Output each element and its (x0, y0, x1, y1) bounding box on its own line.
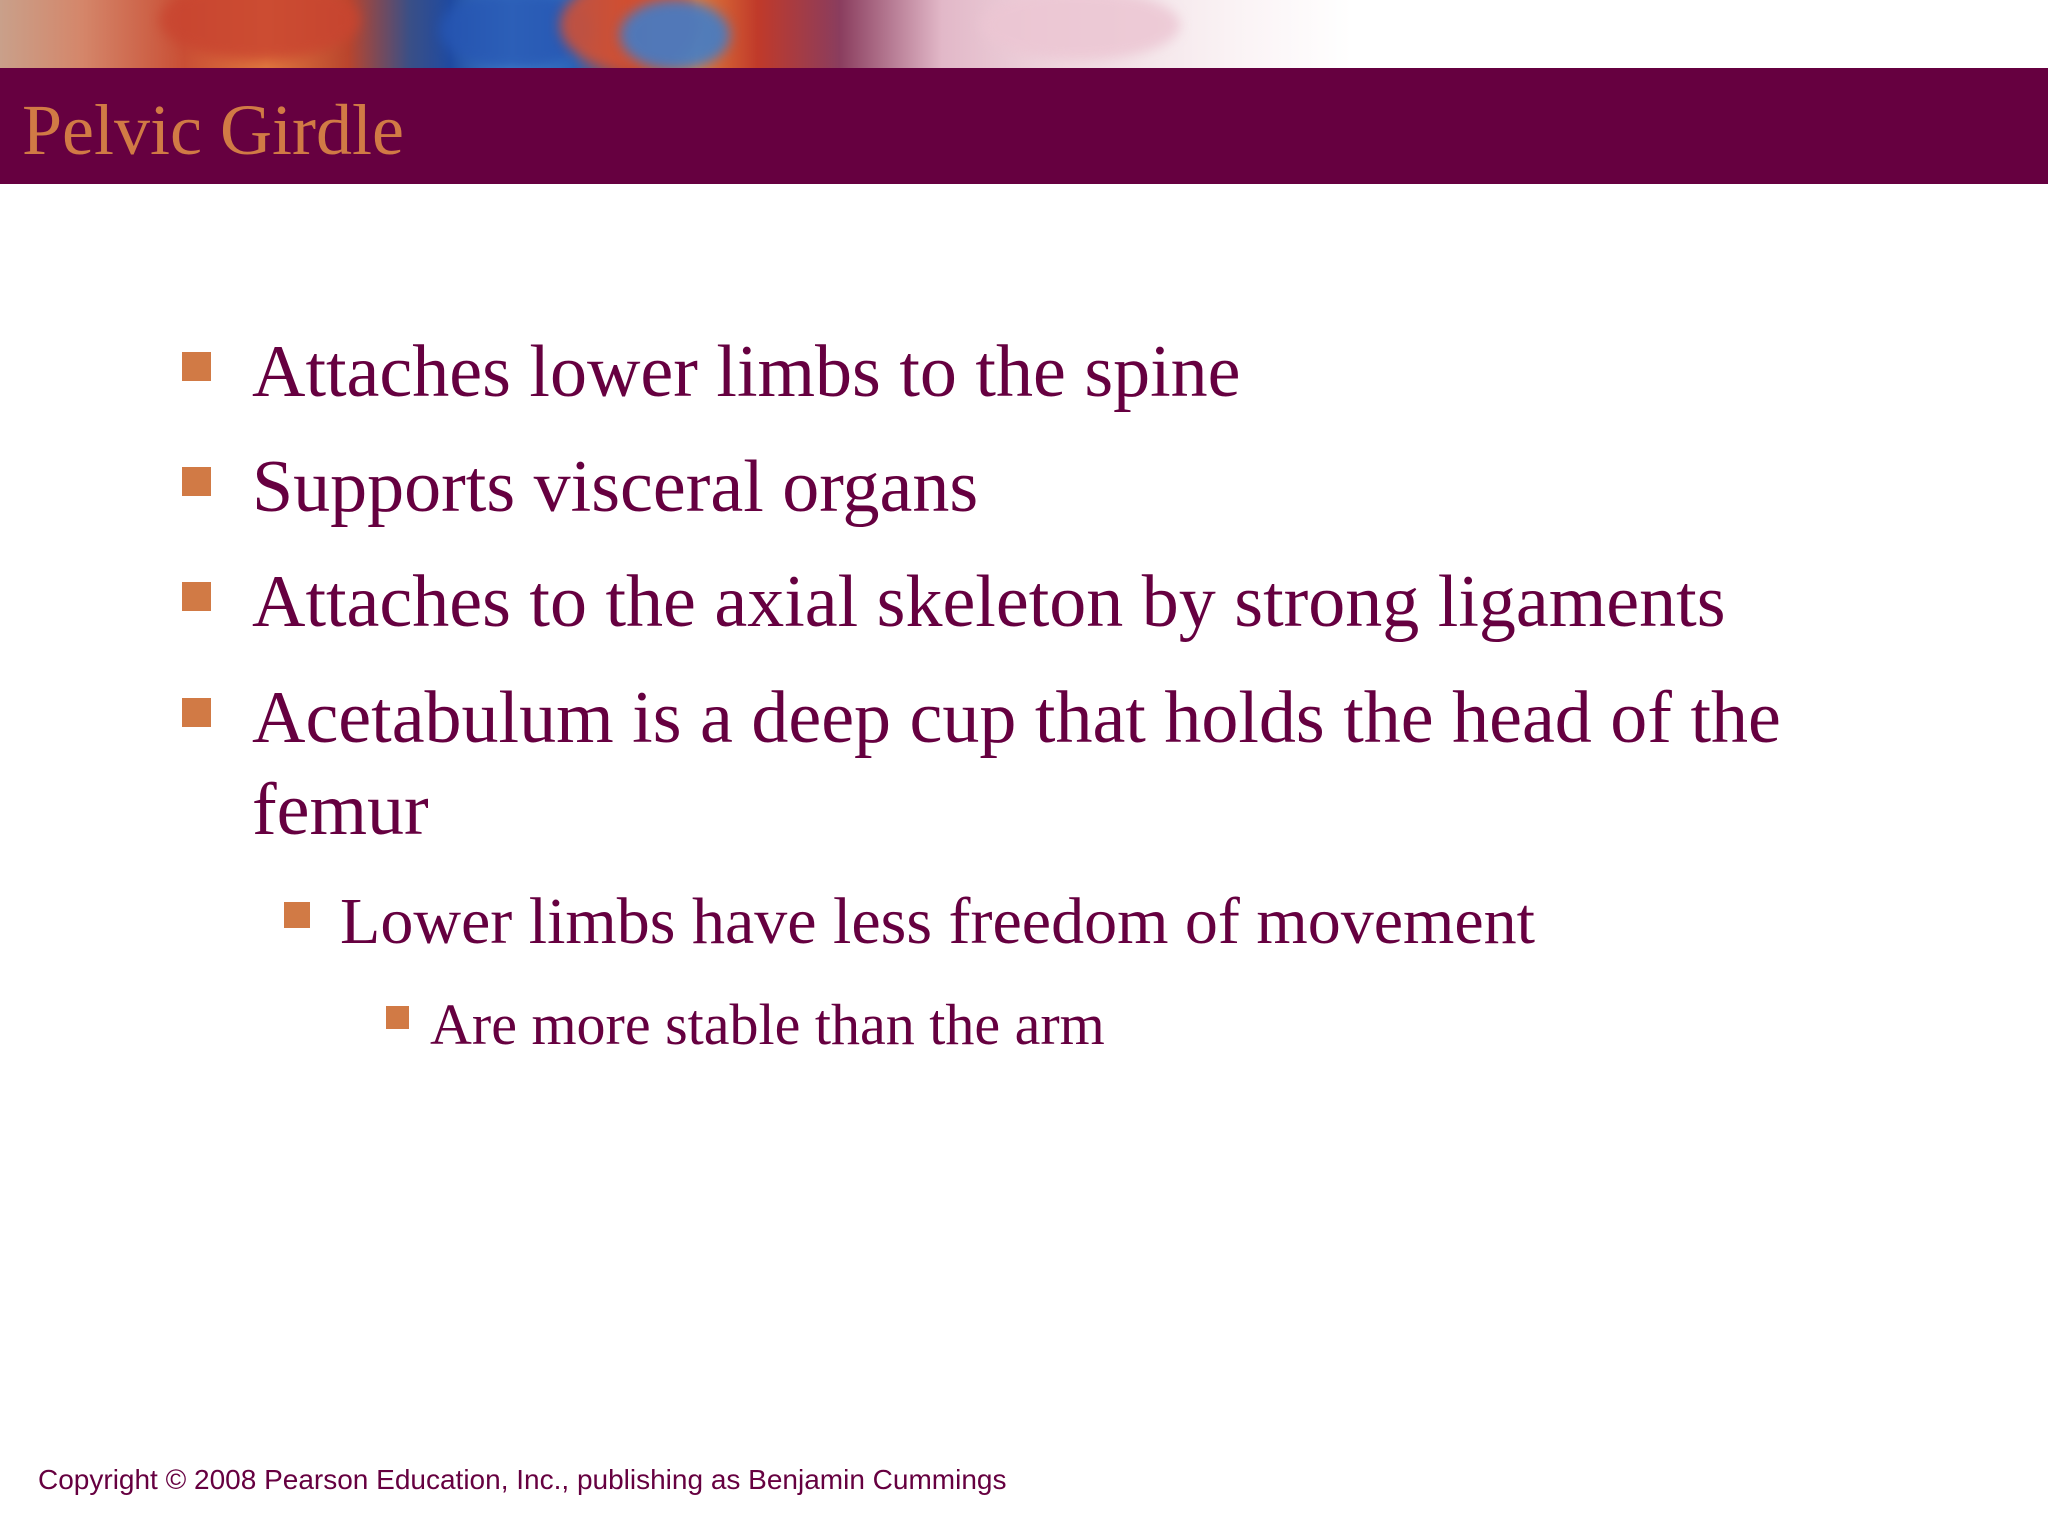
bullet-text: Acetabulum is a deep cup that holds the head of the femur (252, 677, 1781, 851)
bullet-text: Supports visceral organs (252, 446, 979, 528)
bullet-text: Attaches to the axial skeleton by strong ligaments (252, 561, 1726, 643)
square-bullet-icon (386, 1006, 409, 1029)
bullet-item (252, 326, 1852, 418)
bullet-text: Are more stable than the arm (430, 992, 1105, 1057)
square-bullet-icon (284, 902, 310, 928)
sub-sub-bullet-item (430, 990, 1830, 1060)
square-bullet-icon (182, 698, 211, 727)
slide-title: Pelvic Girdle (22, 90, 404, 170)
copyright-footer: Copyright © 2008 Pearson Education, Inc., publishing as Benjamin Cummings (38, 1464, 1007, 1495)
square-bullet-icon (182, 582, 211, 611)
bullet-item (252, 441, 1852, 533)
sub-bullet-item (340, 882, 1840, 962)
bullet-item (252, 556, 1852, 648)
bullet-text: Lower limbs have less freedom of movement (340, 885, 1535, 958)
bullet-text: Attaches lower limbs to the spine (252, 331, 1241, 413)
square-bullet-icon (182, 352, 211, 381)
bullet-item (252, 672, 1812, 856)
square-bullet-icon (182, 467, 211, 496)
